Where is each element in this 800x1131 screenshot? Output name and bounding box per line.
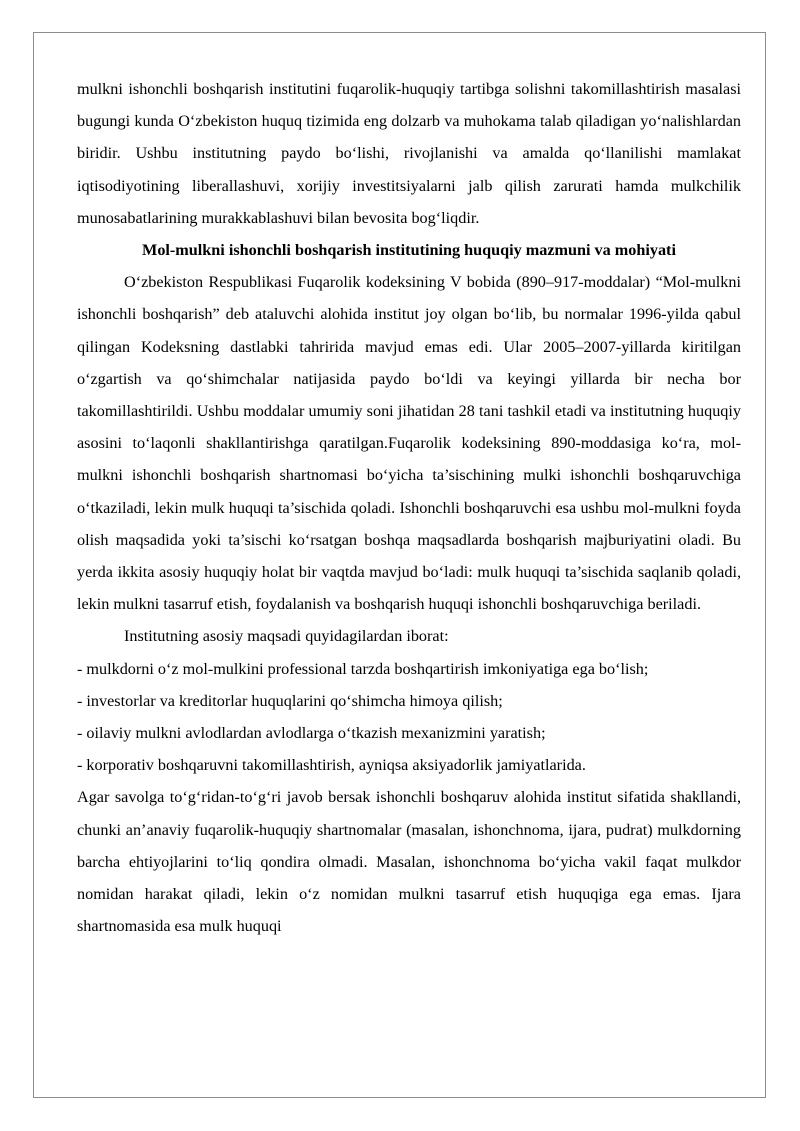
section-heading: Mol-mulkni ishonchli boshqarish institutining huquqiy mazmuni va mohiyati — [142, 241, 676, 260]
paragraph-intro: mulkni ishonchli boshqarish institutini fuqarolik-huquqiy tartibga solishni takomillashtirish masalasi bugungi kunda O‘zbekiston huquq tizimida eng dolzarb va muhokama talab qiladigan yo‘nalishlardan biridir. Ushbu institutning paydo bo‘lishi, rivojlanishi va amalda qo‘llanilishi mamlakat iqtisodiyotining liberallashuvi, xorijiy investitsiyalarni jalb qilish zarurati hamda mulkchilik munosabatlarining murakkablashuvi bilan bevosita bog‘liqdir. — [77, 80, 741, 227]
paragraph-goals-intro: Institutning asosiy maqsadi quyidagilardan iborat: — [124, 627, 449, 646]
list-item: - investorlar va kreditorlar huquqlarini qo‘shimcha himoya qilish; — [77, 691, 503, 710]
list-item: - oilaviy mulkni avlodlardan avlodlarga o‘tkazish mexanizmini yaratish; — [77, 724, 546, 743]
document-body — [77, 73, 741, 942]
list-item: - mulkdorni o‘z mol-mulkini professional tarzda boshqartirish imkoniyatiga ega bo‘lish; — [77, 659, 649, 678]
paragraph-explanation: Agar savolga to‘g‘ridan-to‘g‘ri javob bersak ishonchli boshqaruv alohida institut sifatida shakllandi, chunki an’anaviy fuqarolik-huquqiy shartnomalar (masalan, ishonchnoma, ijara, pudrat) mulkdorning barcha ehtiyojlarini to‘liq qondira olmadi. Masalan, ishonchnoma bo‘yicha vakil faqat mulkdor nomidan harakat qiladi, lekin o‘z nomidan mulkni tasarruf etish huquqiga ega emas. Ijara shartnomasida esa mulk huquqi — [77, 788, 741, 936]
list-item: - korporativ boshqaruvni takomillashtirish, ayniqsa aksiyadorlik jamiyatlarida. — [77, 756, 586, 775]
paragraph-legal-basis: O‘zbekiston Respublikasi Fuqarolik kodeksining V bobida (890–917-moddalar) “Mol-mulkni ishonchli boshqarish” deb ataluvchi alohida institut joy olgan bo‘lib, bu normalar 1996-yilda qabul qilingan Kodeksning dastlabki tahririda mavjud emas edi. Ular 2005–2007-yillarda kiritilgan o‘zgartish va qo‘shimchalar natijasida paydo bo‘ldi va keyingi yillarda bir necha bor takomillashtirildi. Ushbu moddalar umumiy soni jihatidan 28 tani tashkil etadi va institutning huquqiy asosini to‘laqonli shakllantirishga qaratilgan.Fuqarolik kodeksining 890-moddasiga ko‘ra, mol-mulkni ishonchli boshqarish shartnomasi bo‘yicha ta’sischining mulki ishonchli boshqaruvchiga o‘tkaziladi, lekin mulk huquqi ta’sischida qoladi. Ishonchli boshqaruvchi esa ushbu mol-mulkni foyda olish maqsadida yoki ta’sischi ko‘rsatgan boshqa maqsadlarda boshqarish majburiyatini oladi. Bu yerda ikkita asosiy huquqiy holat bir vaqtda mavjud bo‘ladi: mulk huquqi ta’sischida saqlanib qoladi, lekin mulkni tasarruf etish, foydalanish va boshqarish huquqi ishonchli boshqaruvchiga beriladi. — [77, 273, 741, 614]
